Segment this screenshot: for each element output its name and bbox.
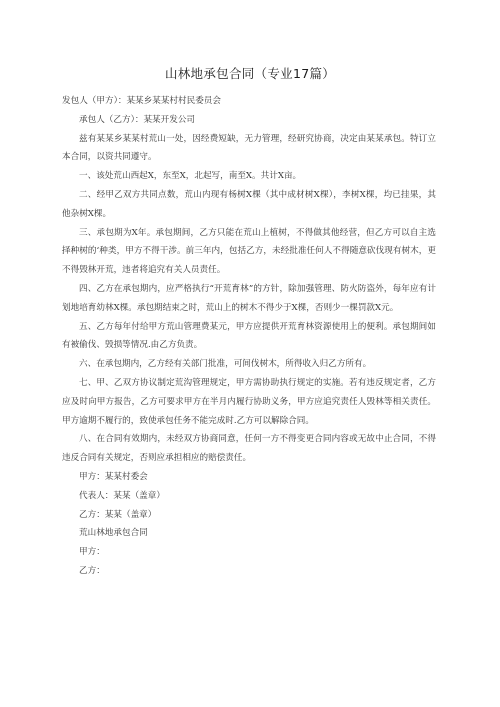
clause-7: 七、甲、乙双方协议制定荒沟管理规定，甲方需协助执行规定的实施。若有违反规定者，乙方应及时向甲方报告，乙方可要求甲方在半月内履行协助义务，甲方应追究责任人毁林等相关责任。甲方逾期不履行的，致使承包任务不能完成时.乙方可以解除合同。	[62, 377, 436, 426]
clause-8: 八、在合同有效期内，未经双方协商同意，任何一方不得变更合同内容或无故中止合同，不得违反合同有关规定，否则应承担相应的赔偿责任。	[62, 434, 436, 464]
second-party-b-line: 乙方：	[79, 565, 105, 576]
document-body	[62, 92, 436, 581]
second-contract-heading: 荒山林地承包合同	[79, 528, 148, 539]
party-b-line: 承包人（乙方）：某某开发公司	[79, 114, 196, 125]
document-title: 山林地承包合同（专业17篇）	[164, 66, 336, 81]
signature-representative: 代表人：某某（盖章）	[79, 490, 165, 501]
clause-6: 六、在承包期内，乙方经有关部门批准，可间伐树木，所得收入归乙方所有。	[79, 359, 372, 370]
clause-2: 二、经甲乙双方共同点数，荒山内现有杨树X棵（其中成材树X棵），李树X棵，均已挂果，其他杂树X棵。	[62, 189, 436, 219]
second-party-a-line: 甲方：	[79, 547, 105, 558]
clause-1: 一、该处荒山西起X，东至X，北起写，南至X。共计X亩。	[79, 171, 302, 182]
clause-3: 三、承包期为X年。承包期间，乙方只能在荒山上植树，不得做其他经营，但乙方可以自主选择种树的‘种类，甲方不得干涉。前三年内，包括乙方，未经批准任何人不得随意砍伐现有树木，更不得毁林开荒，违者将追究有关人员责任。	[62, 227, 436, 276]
clause-5: 五、乙方每年付给甲方荒山管理费某元，甲方应提供开荒育林资源使用上的便利。承包期间如有被偷伐、毁损等情况.由乙方负责。	[62, 321, 436, 351]
preamble-paragraph: 兹有某某乡某某村荒山一处，因经费短缺，无力管理，经研究协商，决定由某某承包。特订立本合同，以资共同遵守。	[62, 133, 436, 163]
signature-party-a: 甲方：某某村委会	[79, 471, 148, 482]
signature-party-b: 乙方：某某（盖章）	[79, 509, 157, 520]
clause-4: 四、乙方在承包期内，应严格执行“开荒育林”的方针，除加强管理、防火防盗外，每年应有计划地培育幼林X棵。承包期结束之时，荒山上的树木不得少于X棵，否则少一棵罚款X元。	[62, 283, 436, 313]
party-a-line: 发包人（甲方）：某某乡某某村村民委员会	[62, 96, 221, 106]
